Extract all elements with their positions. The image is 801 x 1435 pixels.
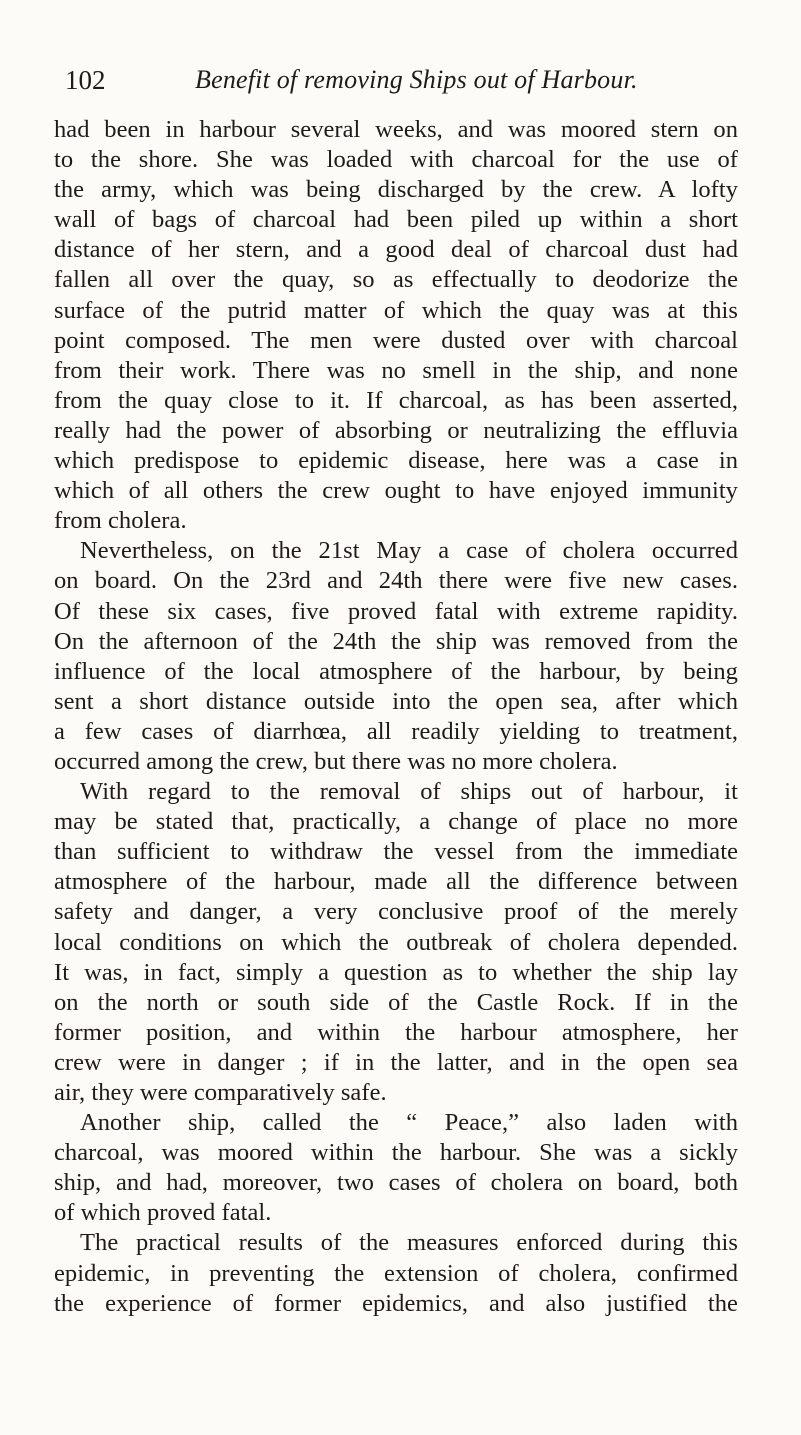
text-line: influence of the local atmosphere of the harbour, by being (54, 657, 738, 685)
text-line: atmosphere of the harbour, made all the difference between (54, 868, 738, 896)
text-line: On the afternoon of the 24th the ship was removed from the (54, 627, 738, 655)
text-line: than sufficient to withdraw the vessel from the immediate (54, 838, 738, 866)
text-line: charcoal, was moored within the harbour. She was a sickly (54, 1139, 738, 1167)
text-line: crew were in danger ; if in the latter, and in the open sea (54, 1048, 738, 1076)
text-line: which predispose to epidemic disease, here was a case in (54, 447, 738, 475)
text-line: from cholera. (54, 507, 187, 535)
running-head (57, 62, 747, 102)
text-line: point composed. The men were dusted over with charcoal (54, 326, 738, 354)
text-line: from the quay close to it. If charcoal, as has been asserted, (54, 386, 738, 414)
text-line: had been in harbour several weeks, and was moored stern on (54, 116, 738, 143)
text-line: to the shore. She was loaded with charcoal for the use of (54, 146, 738, 174)
text-line: may be stated that, practically, a change of place no more (54, 808, 738, 836)
text-line: on the north or south side of the Castle Rock. If in the (54, 988, 738, 1016)
text-line: safety and danger, a very conclusive proof of the merely (54, 898, 738, 926)
text-line: Nevertheless, on the 21st May a case of cholera occurred (80, 537, 738, 565)
text-line: which of all others the crew ought to have enjoyed immunity (54, 477, 738, 505)
text-line: fallen all over the quay, so as effectually to deodorize the (54, 266, 738, 294)
body-text (54, 115, 738, 1319)
text-line: With regard to the removal of ships out of harbour, it (80, 778, 738, 806)
text-line: ship, and had, moreover, two cases of cholera on board, both (54, 1169, 738, 1197)
paragraph (54, 115, 738, 536)
text-line: sent a short distance outside into the open sea, after which (54, 687, 738, 715)
text-line: It was, in fact, simply a question as to whether the ship lay (54, 958, 738, 986)
text-line: surface of the putrid matter of which the quay was at this (54, 296, 738, 324)
running-title: Benefit of removing Ships out of Harbour. (195, 65, 638, 94)
paragraph (54, 536, 738, 777)
text-line: Of these six cases, five proved fatal with extreme rapidity. (54, 597, 738, 625)
text-line: wall of bags of charcoal had been piled up within a short (54, 206, 738, 234)
text-line: a few cases of diarrhœa, all readily yielding to treatment, (54, 717, 738, 745)
paragraph (54, 1228, 738, 1318)
text-line: the experience of former epidemics, and also justified the (54, 1289, 738, 1317)
text-line: epidemic, in preventing the extension of cholera, confirmed (54, 1259, 738, 1287)
text-line: local conditions on which the outbreak of cholera depended. (54, 928, 738, 956)
page-number: 102 (65, 65, 106, 95)
text-line: The practical results of the measures enforced during this (80, 1229, 738, 1257)
paragraph (54, 777, 738, 1108)
text-line: the army, which was being discharged by the crew. A lofty (54, 176, 738, 204)
text-line: Another ship, called the “ Peace,” also laden with (80, 1109, 738, 1137)
text-line: of which proved fatal. (54, 1199, 272, 1227)
text-line: occurred among the crew, but there was no more cholera. (54, 747, 618, 775)
text-line: former position, and within the harbour atmosphere, her (54, 1018, 738, 1046)
text-line: really had the power of absorbing or neutralizing the effluvia (54, 416, 738, 444)
paragraph (54, 1108, 738, 1228)
text-line: distance of her stern, and a good deal of charcoal dust had (54, 236, 738, 264)
text-line: from their work. There was no smell in the ship, and none (54, 356, 738, 384)
text-line: air, they were comparatively safe. (54, 1079, 387, 1106)
text-line: on board. On the 23rd and 24th there were five new cases. (54, 567, 738, 595)
